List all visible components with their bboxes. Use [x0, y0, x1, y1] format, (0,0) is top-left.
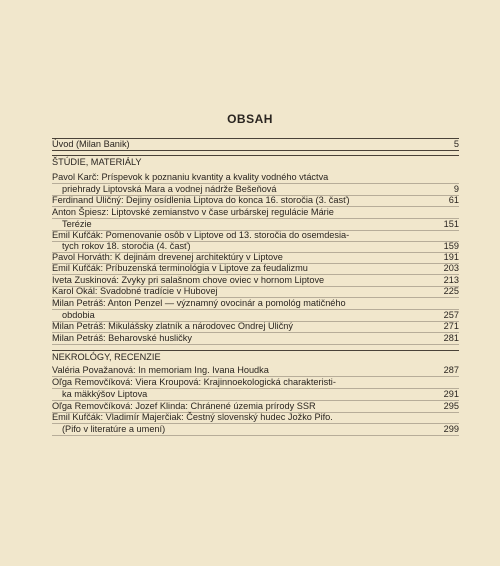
- toc-entry-text: Anton Špiesz: Liptovské zemianstvo v čase urbárskej regulácie Márie: [52, 207, 334, 217]
- toc-entry: [52, 310, 459, 321]
- toc-entry: [52, 184, 459, 195]
- toc-entry-page: 287: [443, 365, 459, 375]
- toc-entry: [52, 321, 459, 332]
- toc-entry: [52, 377, 459, 388]
- toc-entry-text: Valéria Považanová: In memoriam Ing. Ivana Houdka: [52, 365, 269, 375]
- toc-entry-page: 61: [448, 195, 459, 205]
- toc-entry-text: Úvod (Milan Banik): [52, 139, 130, 149]
- toc-entry: [52, 219, 459, 230]
- toc-entry-page: 291: [443, 389, 459, 399]
- page-title: OBSAH: [227, 112, 273, 126]
- row-divider: [52, 344, 459, 345]
- toc-entry-page: 213: [443, 275, 459, 285]
- toc-entry-text: Milan Petráš: Mikulášsky zlatník a národovec Ondrej Uličný: [52, 321, 294, 331]
- toc-entry-page: 5: [453, 139, 459, 149]
- toc-entry: [52, 389, 459, 400]
- toc-entry-text: Milan Petráš: Beharovské husličky: [52, 333, 192, 343]
- toc-entry: [52, 263, 459, 274]
- toc-entry-page: 271: [443, 321, 459, 331]
- toc-entry-text: Emil Kufčák: Príbuzenská terminológia v Liptove za feudalizmu: [52, 263, 308, 273]
- toc-entry-text: tych rokov 18. storočia (4. časť): [62, 241, 191, 251]
- section-heading: ŠTÚDIE, MATERIÁLY: [52, 157, 142, 167]
- toc-entry: [52, 298, 459, 309]
- toc-entry-page: 9: [453, 184, 459, 194]
- toc-entry-page: 159: [443, 241, 459, 251]
- toc-entry-text: Ferdinand Uličný: Dejiny osídlenia Liptova do konca 16. storočia (3. časť): [52, 195, 350, 205]
- toc-entry-page: 299: [443, 424, 459, 434]
- toc-entry: [52, 172, 459, 183]
- row-divider: [52, 435, 459, 436]
- toc-entry: [52, 195, 459, 206]
- toc-entry-text: ka mäkkýšov Liptova: [62, 389, 148, 399]
- toc-entry: [52, 252, 459, 263]
- toc-entry: [52, 241, 459, 252]
- toc-entry-page: 281: [443, 333, 459, 343]
- toc-entry: [52, 424, 459, 435]
- toc-entry: [52, 333, 459, 344]
- toc-entry-page: 257: [443, 310, 459, 320]
- toc-entry: [52, 365, 459, 376]
- section-divider: [52, 350, 459, 351]
- toc-entry: [52, 412, 459, 423]
- toc-entry-page: 151: [443, 219, 459, 229]
- toc-entry-page: 191: [443, 252, 459, 262]
- toc-entry-text: priehrady Liptovská Mara a vodnej nádrže Bešeňová: [62, 184, 277, 194]
- toc-entry-text: Emil Kufčák: Pomenovanie osôb v Liptove od 13. storočia do osemdesia-: [52, 230, 350, 240]
- toc-entry-page: 203: [443, 263, 459, 273]
- toc-entry-text: Oľga Removčíková: Jozef Klinda: Chránené územia prírody SSR: [52, 401, 316, 411]
- toc-entry-text: Karol Okál: Svadobné tradície v Hubovej: [52, 286, 218, 296]
- toc-entry-page: 295: [443, 401, 459, 411]
- section-heading: NEKROLÓGY, RECENZIE: [52, 352, 161, 362]
- toc-entry-text: Pavol Horváth: K dejinám drevenej architektúry v Liptove: [52, 252, 283, 262]
- toc-entry: [52, 230, 459, 241]
- toc-entry-text: (Pifo v literatúre a umení): [62, 424, 166, 434]
- divider: [52, 150, 459, 151]
- toc-entry-text: obdobia: [62, 310, 95, 320]
- toc-entry: [52, 275, 459, 286]
- toc-entry-text: Milan Petráš: Anton Penzel — významný ovocinár a pomológ matičného: [52, 298, 346, 308]
- toc-entry-text: Emil Kufčák: Vladimír Majerčiak: Čestný slovenský hudec Jožko Pifo.: [52, 412, 333, 422]
- toc-intro: [52, 139, 459, 150]
- toc-entry: [52, 401, 459, 412]
- toc-entry-page: 225: [443, 286, 459, 296]
- toc-entry-text: Terézie: [62, 219, 92, 229]
- toc-entry-text: Iveta Zuskinová: Zvyky pri salašnom chove oviec v hornom Liptove: [52, 275, 325, 285]
- toc-entry-text: Oľga Removčíková: Viera Kroupová: Krajinnoekologická charakteristi-: [52, 377, 336, 387]
- toc-entry-text: Pavol Karč: Príspevok k poznaniu kvantity a kvality vodného vtáctva: [52, 172, 329, 182]
- section-divider: [52, 155, 459, 156]
- toc-entry: [52, 207, 459, 218]
- toc-entry: [52, 286, 459, 297]
